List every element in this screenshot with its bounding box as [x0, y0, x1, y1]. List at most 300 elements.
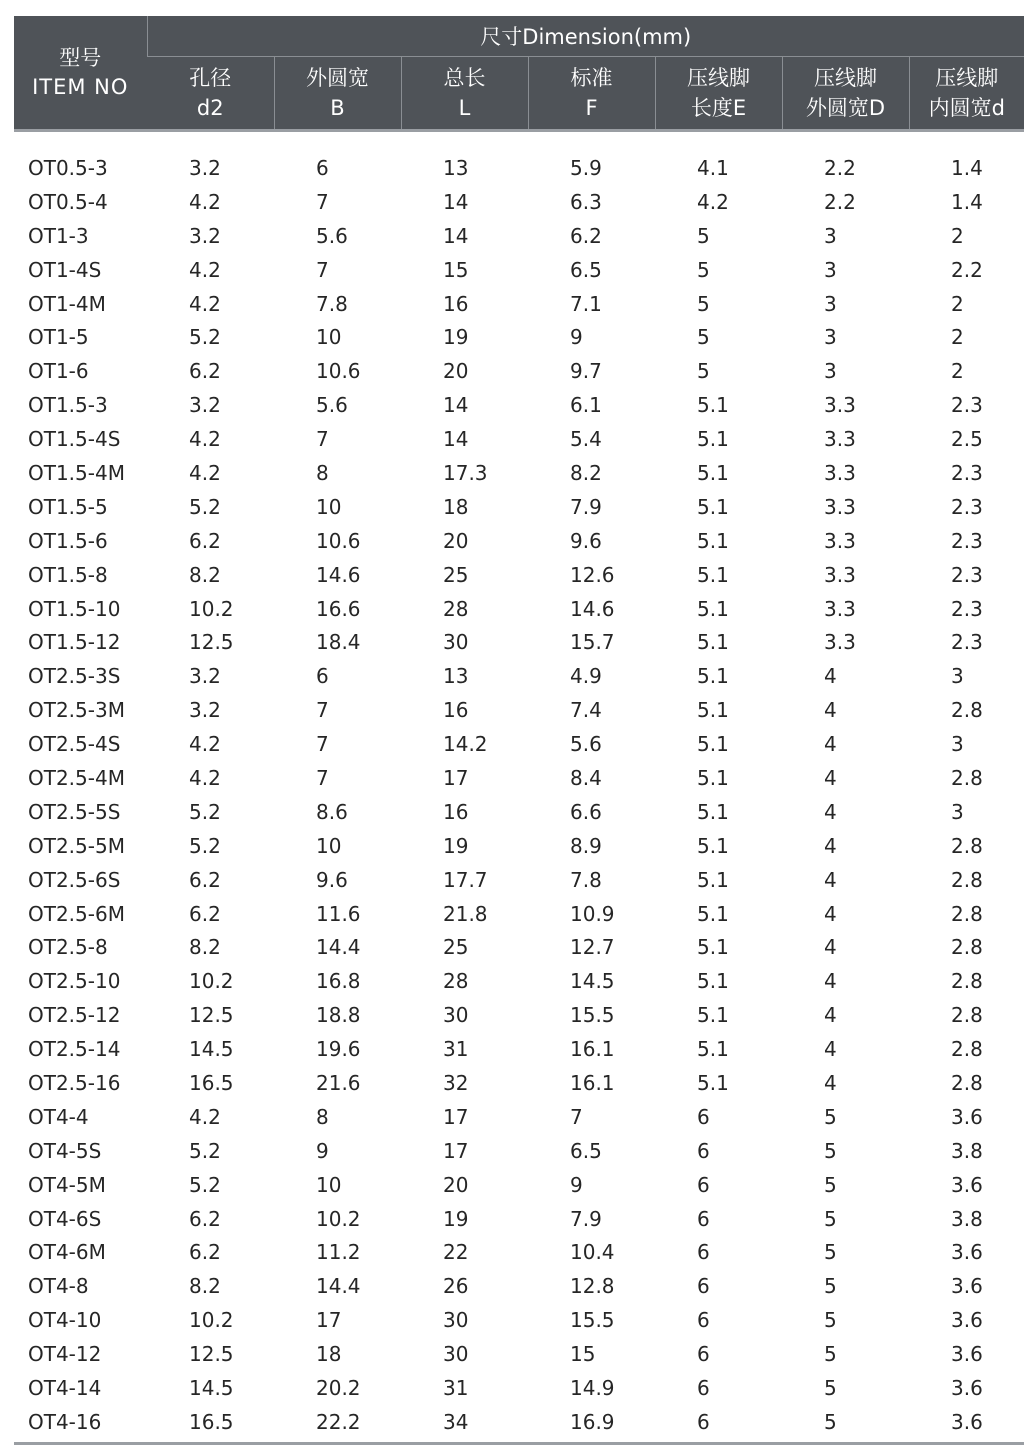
dimension-cell: 2.3: [951, 528, 983, 553]
dimension-cell: 14.4: [316, 1274, 361, 1299]
dimension-cell: 8: [316, 1104, 329, 1129]
dimension-cell: 32: [443, 1070, 469, 1095]
column-header-cn: 压线脚: [687, 66, 750, 90]
item-no-cell: OT1.5-6: [28, 528, 108, 553]
dimension-cell: 3: [951, 732, 964, 757]
dimension-cell: 14: [443, 427, 469, 452]
item-no-cell: OT0.5-3: [28, 155, 108, 180]
item-no-header-en: ITEM NO: [32, 74, 129, 99]
dimension-cell: 16: [443, 698, 469, 723]
table-row: [14, 625, 1024, 659]
dimension-cell: 5.9: [570, 155, 602, 180]
dimension-cell: 4: [824, 867, 837, 892]
dimension-cell: 18: [316, 1342, 342, 1367]
table-row: [14, 964, 1024, 998]
dimension-cell: 2.8: [951, 698, 983, 723]
dimension-cell: 5: [824, 1138, 837, 1163]
dimension-cell: 2.2: [824, 189, 856, 214]
dimension-cell: 7: [316, 427, 329, 452]
dimension-cell: 14.2: [443, 732, 488, 757]
table-row: [14, 1100, 1024, 1134]
table-row: [14, 863, 1024, 897]
dimension-cell: 2.3: [951, 630, 983, 655]
table-row: [14, 795, 1024, 829]
column-header-7: [909, 57, 1024, 130]
dimension-cell: 8.9: [570, 833, 602, 858]
table-row: [14, 558, 1024, 592]
item-no-cell: OT2.5-3M: [28, 698, 125, 723]
dimension-cell: 6.1: [570, 393, 602, 418]
dimension-cell: 31: [443, 1037, 469, 1062]
dimension-cell: 18: [443, 494, 469, 519]
dimension-cell: 2: [951, 291, 964, 316]
table-row: [14, 1236, 1024, 1270]
dimension-cell: 3.2: [189, 223, 221, 248]
dimension-cell: 7: [316, 698, 329, 723]
dimension-cell: 4: [824, 664, 837, 689]
item-no-cell: OT2.5-6M: [28, 901, 125, 926]
dimension-cell: 19: [443, 1206, 469, 1231]
table-row: [14, 287, 1024, 321]
dimension-cell: 30: [443, 1308, 469, 1333]
dimension-cell: 15.5: [570, 1003, 615, 1028]
dimension-cell: 3.2: [189, 393, 221, 418]
dimension-cell: 6.2: [189, 1206, 221, 1231]
column-header-2: [274, 57, 401, 130]
dimension-cell: 17: [316, 1308, 342, 1333]
dimension-cell: 8.2: [189, 1274, 221, 1299]
dimension-cell: 2.5: [951, 427, 983, 452]
dimension-cell: 12.5: [189, 630, 234, 655]
table-row: [14, 422, 1024, 456]
dimension-cell: 2.8: [951, 833, 983, 858]
dimension-cell: 19.6: [316, 1037, 361, 1062]
dimension-cell: 2.8: [951, 901, 983, 926]
dimension-cell: 6.5: [570, 257, 602, 282]
item-no-cell: OT4-5M: [28, 1172, 106, 1197]
table-row: [14, 659, 1024, 693]
dimension-cell: 5: [697, 359, 710, 384]
dimension-cell: 7.8: [570, 867, 602, 892]
dimension-cell: 5.2: [189, 1138, 221, 1163]
dimension-cell: 9: [570, 325, 583, 350]
dimension-cell: 9.6: [316, 867, 348, 892]
dimension-cell: 17: [443, 1104, 469, 1129]
dimension-cell: 4: [824, 969, 837, 994]
dimension-cell: 5.1: [697, 732, 729, 757]
table-row: [14, 185, 1024, 219]
dimension-cell: 1.4: [951, 155, 983, 180]
dimension-cell: 5: [824, 1308, 837, 1333]
dimension-cell: 16.9: [570, 1409, 615, 1434]
dimension-cell: 8.2: [570, 460, 602, 485]
table-row: [14, 320, 1024, 354]
dimension-cell: 5: [824, 1206, 837, 1231]
table-row: [14, 456, 1024, 490]
dimension-cell: 20: [443, 528, 469, 553]
dimension-cell: 6: [316, 155, 329, 180]
dimension-cell: 4.2: [189, 291, 221, 316]
dimension-cell: 2.8: [951, 969, 983, 994]
dimension-cell: 16: [443, 291, 469, 316]
dimension-cell: 1.4: [951, 189, 983, 214]
dimension-cell: 10.9: [570, 901, 615, 926]
item-no-cell: OT4-8: [28, 1274, 89, 1299]
dimension-cell: 5.2: [189, 1172, 221, 1197]
dimension-cell: 15: [443, 257, 469, 282]
item-no-cell: OT2.5-3S: [28, 664, 121, 689]
dimension-cell: 28: [443, 969, 469, 994]
dimension-cell: 14: [443, 393, 469, 418]
dimension-cell: 5.2: [189, 494, 221, 519]
dimension-cell: 5.1: [697, 698, 729, 723]
dimension-cell: 5.1: [697, 528, 729, 553]
dimension-cell: 2.3: [951, 393, 983, 418]
dimension-cell: 9.7: [570, 359, 602, 384]
column-header-cn: 外圆宽: [306, 66, 369, 90]
dimension-group-header: 尺寸Dimension(mm): [147, 16, 1024, 57]
dimension-cell: 10.2: [316, 1206, 361, 1231]
dimension-cell: 10: [316, 325, 342, 350]
column-header-en: d2: [196, 96, 224, 120]
dimension-cell: 4.2: [189, 427, 221, 452]
dimension-cell: 6.2: [189, 359, 221, 384]
dimension-cell: 5: [697, 257, 710, 282]
dimension-cell: 5.1: [697, 867, 729, 892]
dimension-cell: 5.1: [697, 1037, 729, 1062]
dimension-cell: 31: [443, 1376, 469, 1400]
item-no-cell: OT2.5-5M: [28, 833, 125, 858]
item-no-cell: OT4-6M: [28, 1240, 106, 1265]
column-header-cn: 压线脚: [814, 66, 877, 90]
dimension-cell: 7.9: [570, 1206, 602, 1231]
dimension-cell: 5.4: [570, 427, 602, 452]
dimension-cell: 9.6: [570, 528, 602, 553]
dimension-cell: 7: [316, 189, 329, 214]
dimension-cell: 2.3: [951, 494, 983, 519]
dimension-cell: 7.9: [570, 494, 602, 519]
column-header-cn: 压线脚: [935, 66, 999, 90]
table-body: [14, 151, 1024, 1439]
item-no-cell: OT1.5-4S: [28, 427, 121, 452]
dimension-cell: 6.2: [189, 1240, 221, 1265]
dimension-cell: 3.6: [951, 1308, 983, 1333]
dimension-cell: 14.5: [189, 1037, 234, 1062]
dimension-cell: 4: [824, 833, 837, 858]
dimension-cell: 7: [316, 765, 329, 790]
dimension-cell: 5.1: [697, 630, 729, 655]
item-no-cell: OT4-4: [28, 1104, 89, 1129]
column-header-1: [147, 57, 274, 130]
dimension-cell: 4: [824, 732, 837, 757]
dimension-cell: 7.1: [570, 291, 602, 316]
dimension-cell: 6.2: [570, 223, 602, 248]
dimension-cell: 16.5: [189, 1070, 234, 1095]
dimension-cell: 5.1: [697, 664, 729, 689]
dimension-cell: 5.1: [697, 596, 729, 621]
item-no-cell: OT4-12: [28, 1342, 102, 1367]
dimension-cell: 4: [824, 1037, 837, 1062]
dimension-cell: 18.4: [316, 630, 361, 655]
dimension-cell: 17.7: [443, 867, 488, 892]
dimension-cell: 3.3: [824, 460, 856, 485]
item-no-cell: OT1.5-12: [28, 630, 121, 655]
dimension-cell: 3.3: [824, 427, 856, 452]
dimension-cell: 5: [824, 1104, 837, 1129]
dimension-cell: 2.3: [951, 460, 983, 485]
item-no-cell: OT4-10: [28, 1308, 102, 1333]
dimension-cell: 6.2: [189, 528, 221, 553]
dimension-cell: 6.6: [570, 799, 602, 824]
table-row: [14, 1371, 1024, 1405]
item-no-cell: OT4-6S: [28, 1206, 102, 1231]
dimension-cell: 9: [316, 1138, 329, 1163]
dimension-cell: 6.2: [189, 901, 221, 926]
dimension-cell: 14.5: [570, 969, 615, 994]
dimension-cell: 30: [443, 630, 469, 655]
column-header-en: 长度E: [690, 96, 747, 120]
dimension-cell: 2.3: [951, 562, 983, 587]
item-no-cell: OT2.5-6S: [28, 867, 121, 892]
dimension-cell: 4.2: [697, 189, 729, 214]
dimension-cell: 3.2: [189, 698, 221, 723]
dimension-cell: 10.2: [189, 1308, 234, 1333]
dimension-cell: 7: [570, 1104, 583, 1129]
dimension-cell: 13: [443, 155, 469, 180]
dimension-cell: 16.8: [316, 969, 361, 994]
table-row: [14, 1032, 1024, 1066]
item-no-cell: OT1-6: [28, 359, 89, 384]
table-row: [14, 219, 1024, 253]
item-no-header-cn: 型号: [59, 45, 102, 70]
dimension-cell: 3.3: [824, 528, 856, 553]
dimension-cell: 6: [697, 1240, 710, 1265]
dimension-cell: 5.1: [697, 427, 729, 452]
table-row: [14, 253, 1024, 287]
dimension-cell: 2.2: [824, 155, 856, 180]
item-no-cell: OT2.5-8: [28, 935, 108, 960]
dimension-cell: 14: [443, 223, 469, 248]
dimension-cell: 2.8: [951, 1003, 983, 1028]
table-row: [14, 1066, 1024, 1100]
column-header-4: [528, 57, 655, 130]
table-row: [14, 930, 1024, 964]
dimension-cell: 4.2: [189, 257, 221, 282]
item-no-header: [14, 16, 147, 129]
dimension-cell: 5.2: [189, 325, 221, 350]
dimension-cell: 7: [316, 732, 329, 757]
item-no-cell: OT1.5-4M: [28, 460, 125, 485]
dimension-cell: 6: [697, 1342, 710, 1367]
dimension-cell: 5: [697, 291, 710, 316]
dimension-cell: 5.1: [697, 833, 729, 858]
table-row: [14, 388, 1024, 422]
dimension-cell: 2: [951, 325, 964, 350]
dimension-cell: 10.2: [189, 596, 234, 621]
dimension-cell: 6: [697, 1274, 710, 1299]
dimension-cell: 5.1: [697, 901, 729, 926]
dimension-cell: 14.6: [316, 562, 361, 587]
dimension-cell: 17.3: [443, 460, 488, 485]
table-row: [14, 1202, 1024, 1236]
dimension-cell: 12.8: [570, 1274, 615, 1299]
dimension-cell: 5.1: [697, 494, 729, 519]
dimension-cell: 3: [824, 291, 837, 316]
table-row: [14, 693, 1024, 727]
dimension-cell: 8: [316, 460, 329, 485]
column-header-cn: 标准: [570, 66, 613, 90]
dimension-cell: 5.1: [697, 1003, 729, 1028]
item-no-cell: OT4-14: [28, 1376, 102, 1400]
dimension-cell: 15.5: [570, 1308, 615, 1333]
item-no-cell: OT1.5-8: [28, 562, 108, 587]
dimension-cell: 5.6: [316, 223, 348, 248]
dimension-cell: 20: [443, 359, 469, 384]
dimension-cell: 2.8: [951, 765, 983, 790]
dimension-cell: 12.6: [570, 562, 615, 587]
table-row: [14, 1303, 1024, 1337]
item-no-cell: OT1.5-5: [28, 494, 108, 519]
dimension-cell: 19: [443, 325, 469, 350]
dimension-cell: 8.6: [316, 799, 348, 824]
dimension-cell: 20: [443, 1172, 469, 1197]
dimension-cell: 14.9: [570, 1376, 615, 1400]
dimension-cell: 10: [316, 1172, 342, 1197]
dimension-cell: 2.8: [951, 935, 983, 960]
dimension-cell: 11.2: [316, 1240, 361, 1265]
dimension-cell: 3.3: [824, 630, 856, 655]
item-no-cell: OT1.5-3: [28, 393, 108, 418]
dimension-cell: 6: [697, 1104, 710, 1129]
dimension-cell: 3: [824, 223, 837, 248]
dimension-cell: 26: [443, 1274, 469, 1299]
dimension-cell: 5: [824, 1342, 837, 1367]
table-row: [14, 761, 1024, 795]
dimension-cell: 4.2: [189, 189, 221, 214]
dimension-cell: 25: [443, 935, 469, 960]
dimension-cell: 5.1: [697, 799, 729, 824]
dimension-cell: 17: [443, 765, 469, 790]
column-header-cn: 孔径: [189, 66, 232, 90]
dimension-cell: 5.1: [697, 1070, 729, 1095]
column-header-cn: 总长: [443, 66, 486, 90]
dimension-cell: 3.2: [189, 155, 221, 180]
dimension-cell: 4.2: [189, 765, 221, 790]
dimension-cell: 6.2: [189, 867, 221, 892]
table-row: [14, 829, 1024, 863]
dimension-cell: 4: [824, 1070, 837, 1095]
dimension-cell: 16.1: [570, 1070, 615, 1095]
dimension-cell: 7.8: [316, 291, 348, 316]
dimension-cell: 10.4: [570, 1240, 615, 1265]
table-row: [14, 524, 1024, 558]
dimension-cell: 5: [697, 223, 710, 248]
item-no-cell: OT1.5-10: [28, 596, 121, 621]
dimension-cell: 14: [443, 189, 469, 214]
dimension-cell: 6: [697, 1206, 710, 1231]
dimension-cell: 20.2: [316, 1376, 361, 1400]
column-header-en: F: [585, 96, 598, 120]
dimension-cell: 17: [443, 1138, 469, 1163]
dimension-cell: 4: [824, 698, 837, 723]
dimension-cell: 3.6: [951, 1376, 983, 1400]
dimension-cell: 8.2: [189, 935, 221, 960]
dimension-cell: 4.9: [570, 664, 602, 689]
dimension-cell: 11.6: [316, 901, 361, 926]
dimension-cell: 2.2: [951, 257, 983, 282]
item-no-cell: OT2.5-4S: [28, 732, 121, 757]
dimension-cell: 21.8: [443, 901, 488, 926]
dimension-cell: 5.1: [697, 765, 729, 790]
column-header-en: 内圆宽d: [928, 96, 1005, 120]
item-no-cell: OT4-5S: [28, 1138, 102, 1163]
dimension-cell: 5: [824, 1376, 837, 1400]
dimension-cell: 16.6: [316, 596, 361, 621]
dimension-cell: 5: [824, 1274, 837, 1299]
dimension-cell: 22: [443, 1240, 469, 1265]
dimension-cell: 6: [697, 1138, 710, 1163]
dimension-cell: 5.2: [189, 799, 221, 824]
dimension-cell: 3.3: [824, 562, 856, 587]
dimension-cell: 3.6: [951, 1240, 983, 1265]
dimension-cell: 25: [443, 562, 469, 587]
dimension-cell: 5: [824, 1240, 837, 1265]
dimension-cell: 7.4: [570, 698, 602, 723]
dimension-cell: 6: [697, 1376, 710, 1400]
dimension-cell: 3.6: [951, 1104, 983, 1129]
table-row: [14, 727, 1024, 761]
dimension-cell: 10.2: [189, 969, 234, 994]
dimension-cell: 19: [443, 833, 469, 858]
dimension-cell: 30: [443, 1342, 469, 1367]
table-row: [14, 151, 1024, 185]
item-no-cell: OT2.5-12: [28, 1003, 121, 1028]
dimension-cell: 16.5: [189, 1409, 234, 1434]
dimension-cell: 2: [951, 223, 964, 248]
dimension-cell: 8.2: [189, 562, 221, 587]
dimension-cell: 7: [316, 257, 329, 282]
table-row: [14, 354, 1024, 388]
dimension-cell: 5: [824, 1172, 837, 1197]
dimension-cell: 2.8: [951, 867, 983, 892]
dimension-cell: 5: [824, 1409, 837, 1434]
dimension-cell: 3.8: [951, 1138, 983, 1163]
column-header-en: L: [458, 96, 471, 120]
table-row: [14, 592, 1024, 626]
dimension-cell: 4: [824, 765, 837, 790]
dimension-cell: 3: [824, 257, 837, 282]
dimension-cell: 16.1: [570, 1037, 615, 1062]
dimension-cell: 4.2: [189, 732, 221, 757]
item-no-cell: OT4-16: [28, 1409, 102, 1434]
dimension-cell: 6.5: [570, 1138, 602, 1163]
table-row: [14, 1337, 1024, 1371]
table-row: [14, 490, 1024, 524]
dimension-cell: 3: [824, 359, 837, 384]
dimension-cell: 12.5: [189, 1342, 234, 1367]
dimension-cell: 3.6: [951, 1172, 983, 1197]
dimension-cell: 4.1: [697, 155, 729, 180]
dimension-cell: 3.3: [824, 393, 856, 418]
dimension-cell: 13: [443, 664, 469, 689]
dimension-cell: 3.3: [824, 494, 856, 519]
dimension-cell: 22.2: [316, 1409, 361, 1434]
item-no-cell: OT0.5-4: [28, 189, 108, 214]
dimension-cell: 4: [824, 799, 837, 824]
dimension-cell: 10.6: [316, 359, 361, 384]
dimension-cell: 3.2: [189, 664, 221, 689]
dimension-cell: 16: [443, 799, 469, 824]
